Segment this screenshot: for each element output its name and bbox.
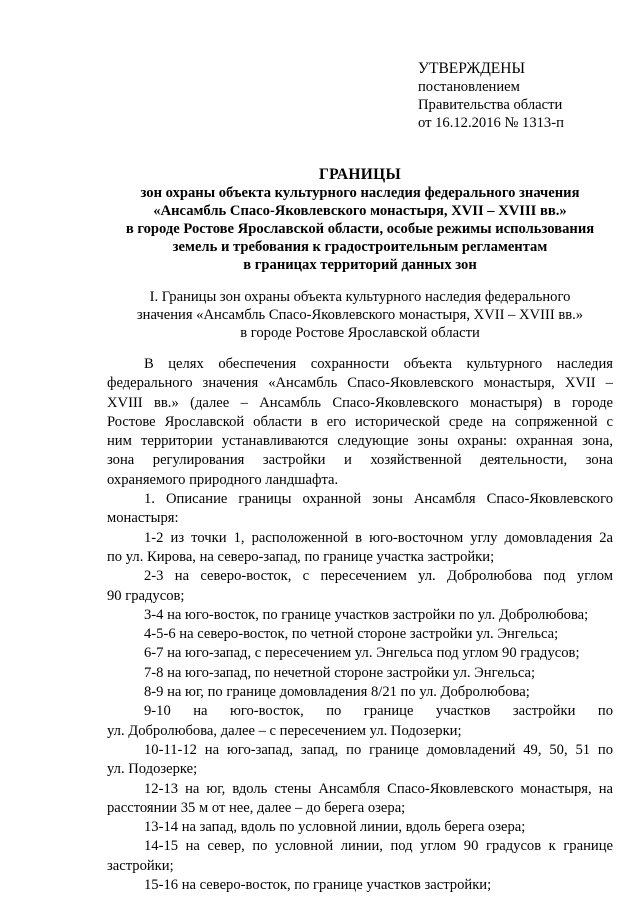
body-line: В целях обеспечения сохранности объекта культурного наследия <box>144 356 613 372</box>
body-line: 90 градусов; <box>107 587 185 604</box>
section-heading-line: I. Границы зон охраны объекта культурного наследия федерального <box>149 289 571 305</box>
boundary-item: 10-11-12 на юго-запад, запад, по границе домовладений 49, 50, 51 по <box>144 741 613 758</box>
title-line: в городе Ростове Ярославской области, особые режимы использования <box>125 221 595 237</box>
body-line: Ростове Ярославской области в его исторической среде на сопряженной с <box>107 413 613 430</box>
section-heading-line: значения «Ансамбль Спасо-Яковлевского монастыря, XVII – XVIII вв.» <box>136 307 584 323</box>
body-line: ним территории устанавливаются следующие зоны охраны: охранная зона, <box>107 433 613 450</box>
boundary-item: 4-5-6 на северо-восток, по четной стороне застройки ул. Энгельса; <box>144 626 559 643</box>
body-line: федерального значения «Ансамбль Спасо-Яковлевского монастыря, XVII – <box>107 375 613 392</box>
boundary-item: 14-15 на север, по условной линии, под углом 90 градусов к границе <box>144 838 613 855</box>
body-line: XVIII вв.» (далее – Ансамбль Спасо-Яковлевского монастыря) в городе <box>107 394 613 411</box>
body-line: по ул. Кирова, на северо-запад, по границе участка застройки; <box>107 548 495 565</box>
body-line: расстоянии 35 м от нее, далее – до берега озера; <box>107 799 406 816</box>
approval-stamp <box>418 60 618 132</box>
title-line: в границах территорий данных зон <box>243 257 477 273</box>
body-line: охраняемого природного ландшафта. <box>107 471 339 488</box>
boundary-item: 8-9 на юг, по границе домовладения 8/21 по ул. Добролюбова; <box>144 684 530 701</box>
boundary-item: 7-8 на юго-запад, по нечетной стороне застройки ул. Энгельса; <box>144 664 536 681</box>
body-line: зона регулирования застройки и хозяйственной деятельности, зона <box>107 452 613 469</box>
body-line: монастыря: <box>107 510 179 527</box>
approval-line: от 16.12.2016 № 1313-п <box>418 115 564 131</box>
title-line: «Ансамбль Спасо-Яковлевского монастыря, XVII – XVIII вв.» <box>153 203 567 219</box>
boundary-item: 1-2 из точки 1, расположенной в юго-восточном углу домовладения 2а <box>144 529 613 546</box>
boundary-item: 15-16 на северо-восток, по границе участков застройки; <box>144 877 492 894</box>
boundary-item: 9-10 на юго-восток, по границе участков застройки по <box>144 703 613 720</box>
boundary-item: 13-14 на запад, вдоль по условной линии, вдоль берега озера; <box>144 819 526 836</box>
section-heading-line: в городе Ростове Ярославской области <box>240 325 480 341</box>
title-main: ГРАНИЦЫ <box>318 166 402 183</box>
body-line: застройки; <box>107 857 174 874</box>
boundary-item: 3-4 на юго-восток, по границе участков застройки по ул. Добролюбова; <box>144 606 589 623</box>
document-title <box>96 166 624 274</box>
boundary-item: 6-7 на юго-запад, с пересечением ул. Энгельса под углом 90 градусов; <box>144 645 580 662</box>
title-line: земель и требования к градостроительным регламентам <box>172 239 548 255</box>
approval-line: Правительства области <box>418 97 563 113</box>
approval-title: УТВЕРЖДЕНЫ <box>418 60 525 77</box>
body-line: ул. Добролюбова, далее – с пересечением ул. Подозерки; <box>107 722 462 739</box>
body-line: 1. Описание границы охранной зоны Ансамбля Спасо-Яковлевского <box>144 491 613 508</box>
section-heading <box>96 288 624 342</box>
boundary-item: 12-13 на юг, вдоль стены Ансамбля Спасо-Яковлевского монастыря, на <box>144 780 613 797</box>
title-line: зон охраны объекта культурного наследия федерального значения <box>140 185 580 201</box>
body-text <box>107 355 613 895</box>
body-line: ул. Подозерке; <box>107 761 198 778</box>
approval-line: постановлением <box>418 79 520 95</box>
boundary-item: 2-3 на северо-восток, с пересечением ул. Добролюбова под углом <box>144 568 613 585</box>
